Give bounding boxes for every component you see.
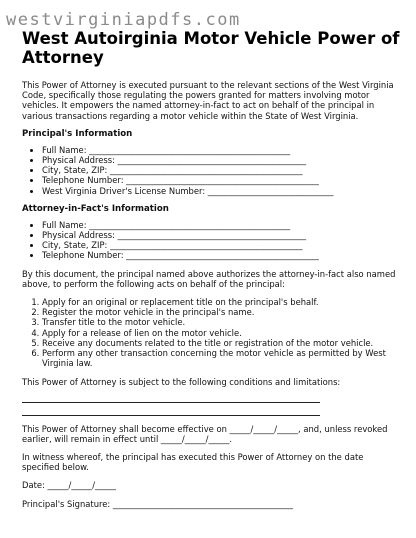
- principal-address-field: • Physical Address: _____________________________________________: [42, 155, 396, 165]
- conditions-line-2: [22, 403, 320, 416]
- act-item: 3. Transfer title to the motor vehicle.: [42, 317, 396, 327]
- principal-city-state-zip-field: • City, State, ZIP: ______________________________________________: [42, 165, 396, 175]
- act-item: 5. Receive any documents related to the title or registration of the motor vehicle.: [42, 338, 396, 348]
- authorization-paragraph: By this document, the principal named above authorizes the attorney-in-fact also named above, to perform the following acts on behalf of the principal:: [22, 268, 396, 289]
- attorney-heading: Attorney-in-Fact's Information: [22, 203, 169, 214]
- act-item: 1. Apply for an original or replacement title on the principal's behalf.: [42, 297, 396, 307]
- site-watermark: westvirginiapdfs.com: [6, 10, 241, 30]
- effective-paragraph: This Power of Attorney shall become effective on _____/_____/_____, and, unless revoked earlier, will remain in effect until _____/_____/_____.: [22, 423, 388, 444]
- principal-full-name-field: • Full Name: ________________________________________________: [42, 145, 396, 155]
- attorney-fields: [22, 220, 396, 261]
- principal-license-field: • West Virginia Driver's License Number: ______________________________: [42, 186, 396, 196]
- attorney-telephone-field: • Telephone Number: ______________________________________________: [42, 250, 396, 260]
- conditions-paragraph: This Power of Attorney is subject to the following conditions and limitations:: [22, 377, 341, 388]
- principal-fields: [22, 145, 396, 196]
- act-item: 6. Perform any other transaction concerning the motor vehicle as permitted by West Virginia law.: [42, 348, 396, 368]
- principal-telephone-field: • Telephone Number: ______________________________________________: [42, 175, 396, 185]
- signature-line: Principal's Signature: ___________________________________________: [22, 498, 293, 509]
- witness-paragraph: In witness whereof, the principal has executed this Power of Attorney on the date specified below.: [22, 452, 364, 473]
- date-line: Date: _____/_____/_____: [22, 480, 116, 491]
- act-item: 4. Apply for a release of lien on the motor vehicle.: [42, 328, 396, 338]
- document-body: [22, 80, 396, 509]
- attorney-address-field: • Physical Address: _____________________________________________: [42, 230, 396, 240]
- act-item: 2. Register the motor vehicle in the principal's name.: [42, 307, 396, 317]
- intro-paragraph: This Power of Attorney is executed pursuant to the relevant sections of the West Virginia Code, specifically those regulating the powers granted for matters involving motor vehicles. It empowers the named attorney-in-fact to act on behalf of the principal in various transactions regarding a motor vehicle within the State of West Virginia.: [22, 80, 394, 121]
- conditions-line-1: [22, 388, 320, 403]
- attorney-full-name-field: • Full Name: ________________________________________________: [42, 220, 396, 230]
- principal-heading: Principal's Information: [22, 128, 133, 139]
- attorney-city-state-zip-field: • City, State, ZIP: ______________________________________________: [42, 240, 396, 250]
- authorized-acts-list: [22, 297, 396, 368]
- document-title: West Autoirginia Motor Vehicle Power of Attorney: [22, 29, 400, 67]
